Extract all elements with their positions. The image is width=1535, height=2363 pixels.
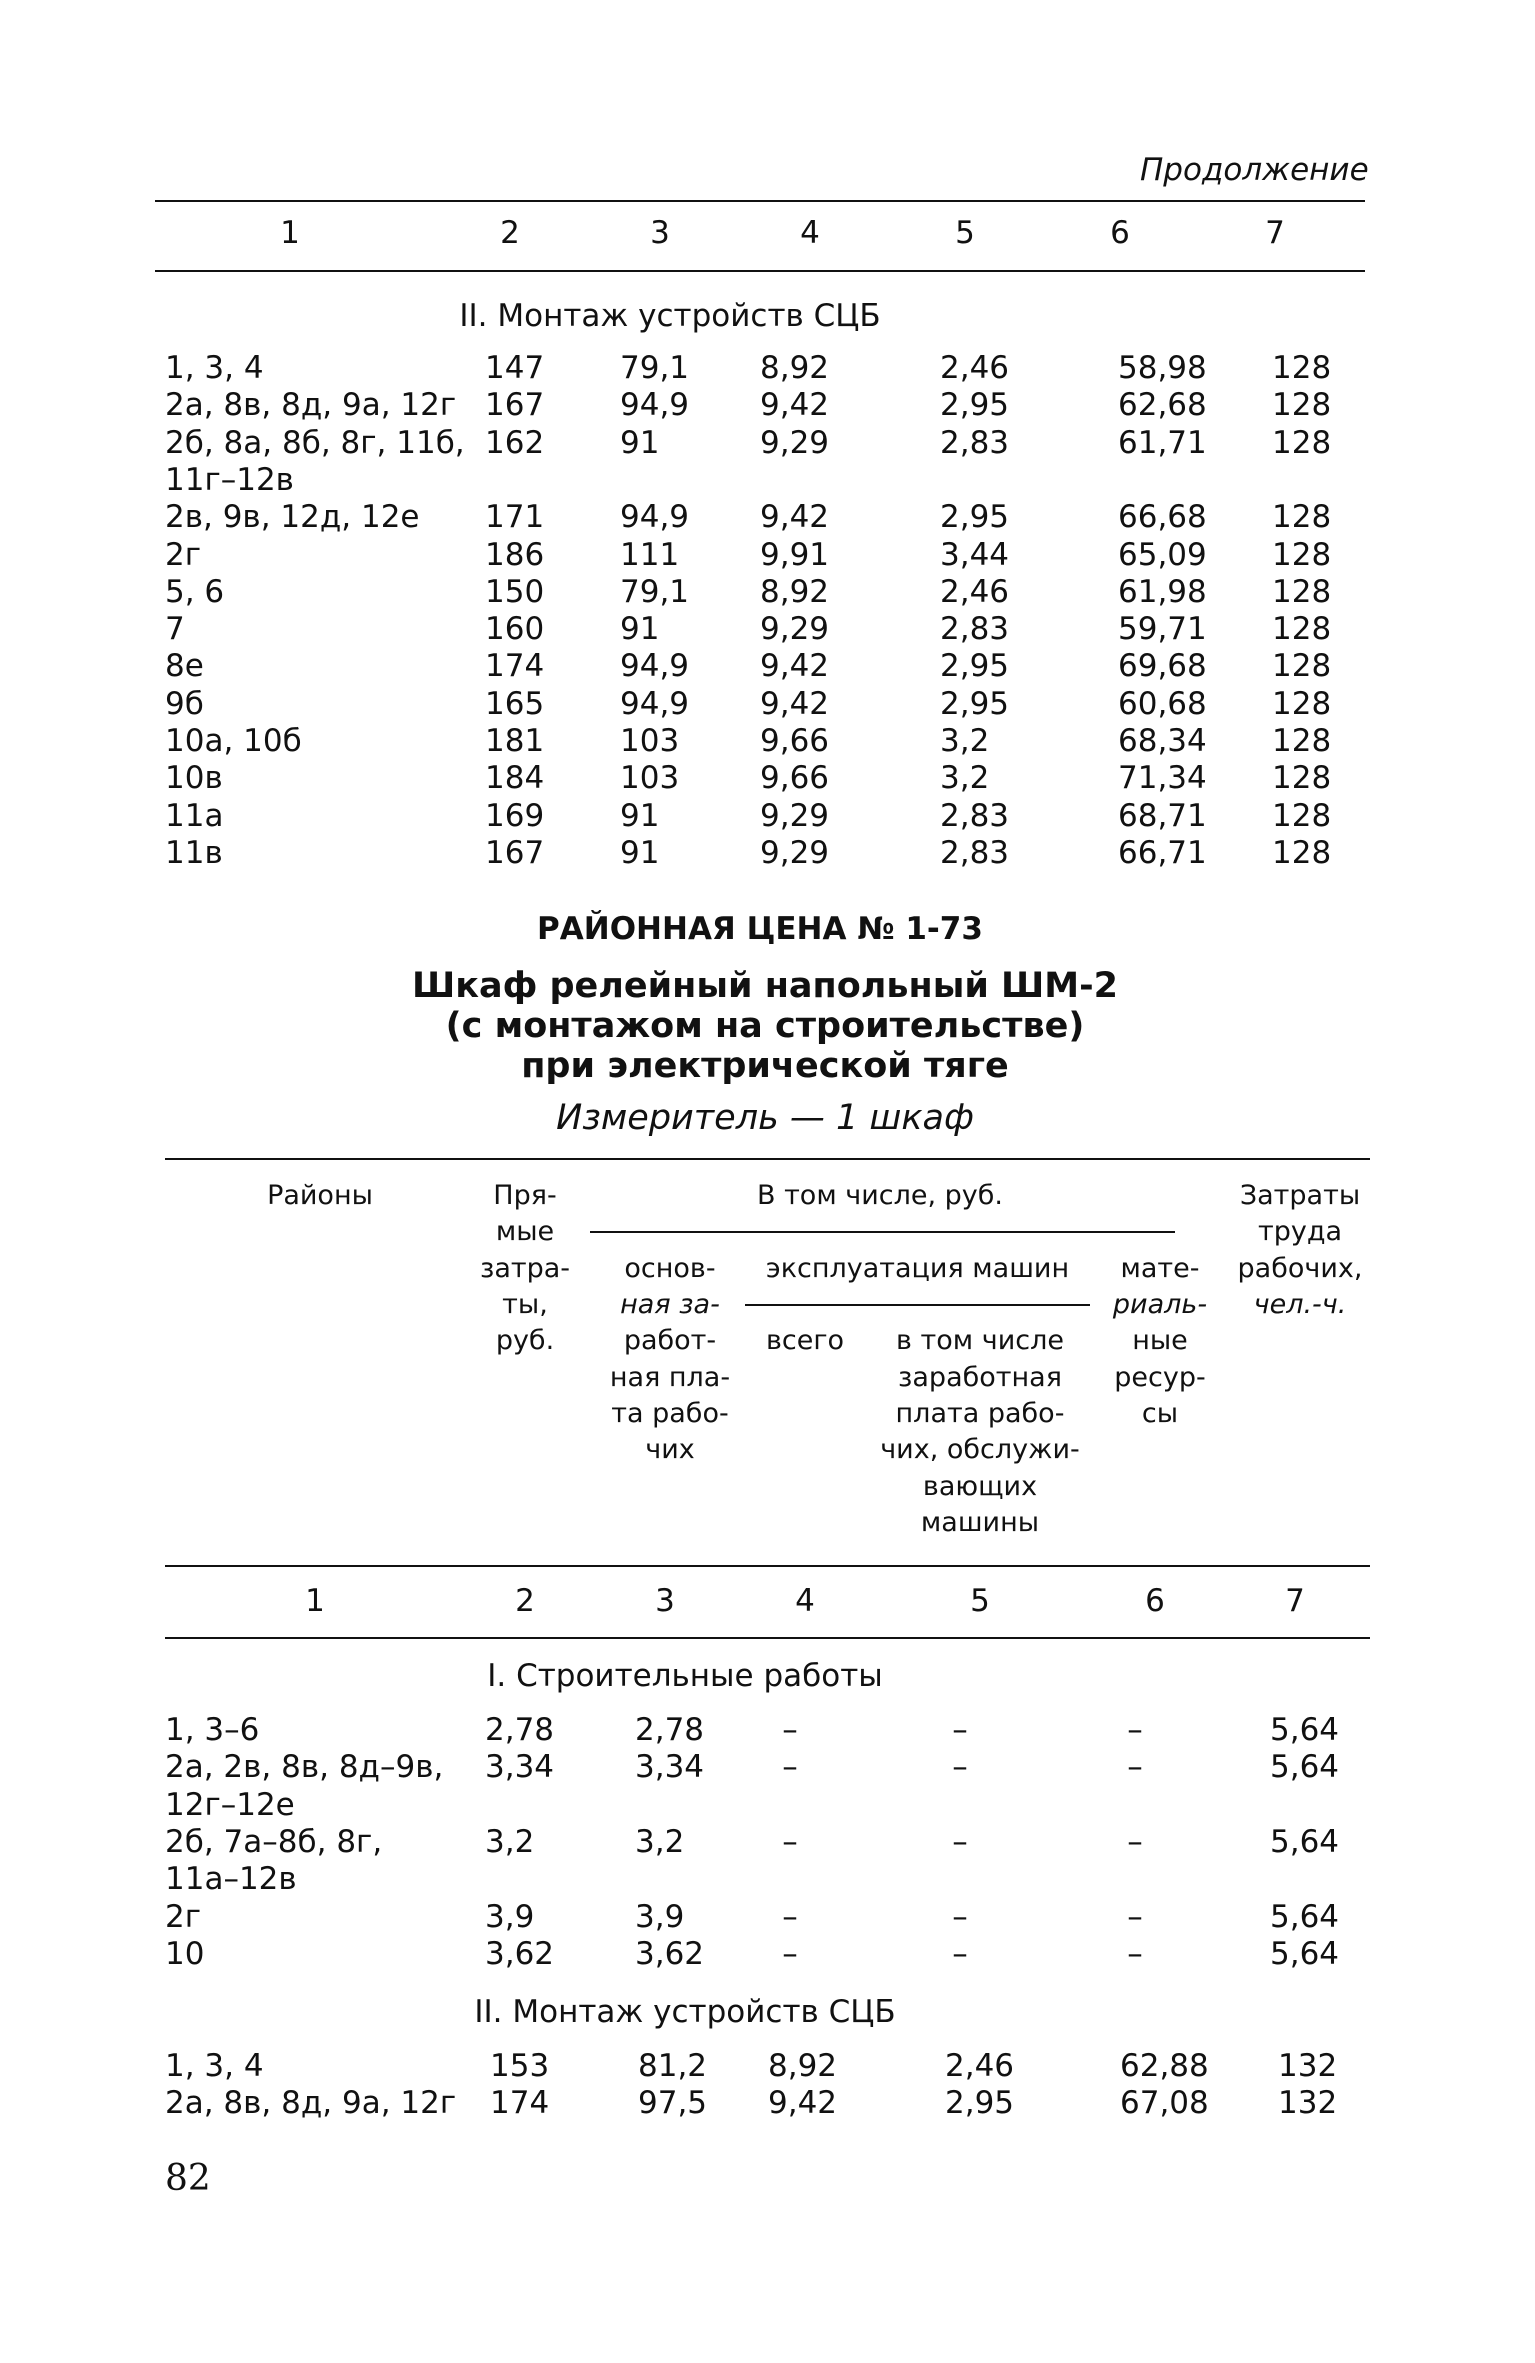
table-cell: 174 (490, 2085, 550, 2122)
table-cell: – (952, 1898, 968, 1935)
table-cell: 9,42 (760, 387, 830, 424)
header-line: руб. (495, 1325, 555, 1356)
table-cell: 81,2 (638, 2048, 708, 2084)
row-region: 2б, 8а, 8б, 8г, 11б, (165, 424, 465, 461)
table-cell: 9,42 (760, 685, 830, 722)
table-cell: 8,92 (768, 2048, 838, 2084)
col-num: 1 (305, 1583, 325, 1619)
table-cell: 61,71 (1118, 424, 1207, 461)
table-cell: 60,68 (1118, 685, 1207, 722)
table-cell: 162 (485, 424, 545, 461)
table-cell: – (782, 1712, 798, 1748)
table-cell: 2,95 (940, 499, 1010, 536)
table-cell: 128 (1272, 648, 1332, 685)
table-cell: 61,98 (1118, 573, 1207, 610)
row-region: 10а, 10б (165, 723, 302, 759)
table-cell: 128 (1272, 387, 1332, 424)
table-cell: 2,78 (635, 1712, 705, 1748)
col-num: 1 (280, 215, 300, 251)
col-num: 2 (515, 1583, 535, 1619)
table-cell: 71,34 (1118, 760, 1207, 797)
table-cell: 62,68 (1118, 387, 1207, 424)
table-cell: 3,34 (485, 1749, 555, 1786)
row-region: 10в (165, 760, 223, 797)
header-line: машины (920, 1507, 1040, 1538)
table-cell: 167 (485, 834, 545, 871)
table-cell: 103 (620, 723, 680, 759)
row-region: 2б, 7а–8б, 8г, (165, 1823, 383, 1860)
table-cell: – (952, 1749, 968, 1786)
table-cell: – (782, 1749, 798, 1786)
table-cell: 3,34 (635, 1749, 705, 1786)
header-line: чих, обслужи- (880, 1434, 1080, 1465)
row-region-continued: 11а–12в (165, 1861, 297, 1898)
table-cell: 3,44 (940, 536, 1010, 573)
table-cell: 2,78 (485, 1712, 555, 1748)
table-cell: 3,2 (485, 1823, 535, 1860)
header-including: В том числе, руб. (756, 1180, 1004, 1211)
table-cell: 68,34 (1118, 723, 1207, 759)
table-cell: 147 (485, 350, 545, 386)
table-cell: – (1127, 1712, 1143, 1748)
header-line: труда (1257, 1216, 1343, 1247)
section1-title: I. Строительные работы (487, 1658, 883, 1694)
table-cell: 9,42 (760, 648, 830, 685)
table-cell: 184 (485, 760, 545, 797)
header-line: мате- (1120, 1253, 1200, 1284)
table-cell: 9,42 (768, 2085, 838, 2122)
row-region: 2в, 9в, 12д, 12е (165, 499, 420, 536)
table-cell: 97,5 (638, 2085, 708, 2122)
table-cell: 5,64 (1270, 1749, 1340, 1786)
table-cell: 91 (620, 424, 660, 461)
header-total: всего (765, 1325, 845, 1356)
table-cell: – (782, 1823, 798, 1860)
row-region: 11а (165, 797, 224, 834)
table-cell: 128 (1272, 424, 1332, 461)
header-regions: Районы (267, 1180, 373, 1211)
table-cell: 9,66 (760, 760, 830, 797)
header-line: та рабо- (611, 1398, 729, 1429)
table-cell: 128 (1272, 350, 1332, 386)
col-num: 6 (1145, 1583, 1165, 1619)
table-cell: 171 (485, 499, 545, 536)
row-region: 2а, 8в, 8д, 9а, 12г (165, 2085, 457, 2122)
header-line: мые (495, 1216, 555, 1247)
row-region: 10 (165, 1935, 205, 1972)
col-num: 6 (1110, 215, 1130, 251)
table-cell: 174 (485, 648, 545, 685)
table-cell: 68,71 (1118, 797, 1207, 834)
table-cell: 181 (485, 723, 545, 759)
header-line: риаль- (1112, 1289, 1208, 1320)
table-cell: 59,71 (1118, 611, 1207, 648)
table-cell: 2,95 (940, 387, 1010, 424)
table-cell: 9,29 (760, 797, 830, 834)
table-cell: 9,29 (760, 611, 830, 648)
table-cell: 128 (1272, 611, 1332, 648)
header-line: Затраты (1239, 1180, 1361, 1211)
item-title-line-1: Шкаф релейный напольный ШМ-2 (411, 966, 1119, 1006)
table-cell: – (1127, 1935, 1143, 1972)
table-cell: 91 (620, 611, 660, 648)
header-line: основ- (624, 1253, 716, 1284)
table-cell: 5,64 (1270, 1898, 1340, 1935)
table-cell: 111 (620, 536, 680, 573)
table-cell: 103 (620, 760, 680, 797)
table-cell: 128 (1272, 723, 1332, 759)
item-title-line-2: (с монтажом на строительстве) (445, 1006, 1085, 1046)
row-region: 8е (165, 648, 204, 685)
table-cell: 132 (1278, 2085, 1338, 2122)
table-cell: 91 (620, 797, 660, 834)
table-cell: 5,64 (1270, 1935, 1340, 1972)
header-line: работ- (623, 1325, 717, 1356)
table-cell: 128 (1272, 760, 1332, 797)
table-cell: 3,62 (485, 1935, 555, 1972)
row-region-continued: 12г–12е (165, 1786, 295, 1823)
header-line: плата рабо- (895, 1398, 1065, 1429)
top-rule-2 (155, 270, 1365, 272)
header-line: затра- (479, 1253, 571, 1284)
top-rule (155, 200, 1365, 202)
row-region-continued: 11г–12в (165, 461, 294, 498)
bottom-rule-numbers-end (165, 1637, 1370, 1639)
table-cell: 5,64 (1270, 1712, 1340, 1748)
header-line: рабочих, (1237, 1253, 1363, 1284)
header-line: ная пла- (609, 1362, 731, 1393)
table-cell: 2,46 (945, 2048, 1015, 2084)
row-region: 7 (165, 611, 185, 648)
table-cell: 3,2 (635, 1823, 685, 1860)
row-region: 9б (165, 685, 204, 722)
table-cell: 9,42 (760, 499, 830, 536)
col-num: 2 (500, 215, 520, 251)
price-heading: РАЙОННАЯ ЦЕНА № 1-73 (537, 911, 983, 947)
table-cell: 79,1 (620, 573, 690, 610)
col-num: 4 (800, 215, 820, 251)
table-cell: 2,83 (940, 424, 1010, 461)
table-cell: 2,46 (940, 573, 1010, 610)
col-num: 7 (1285, 1583, 1305, 1619)
row-region: 1, 3, 4 (165, 350, 264, 386)
table-cell: 67,08 (1120, 2085, 1209, 2122)
header-line: вающих (922, 1471, 1038, 1502)
header-line: в том числе (896, 1325, 1064, 1356)
table-cell: 69,68 (1118, 648, 1207, 685)
table-cell: 58,98 (1118, 350, 1207, 386)
table-cell: 2,46 (940, 350, 1010, 386)
table-cell: 3,62 (635, 1935, 705, 1972)
col-num: 7 (1265, 215, 1285, 251)
table-cell: 2,95 (940, 685, 1010, 722)
section-title: II. Монтаж устройств СЦБ (459, 298, 881, 334)
header-rule-including (590, 1231, 1175, 1233)
continuation-label: Продолжение (1140, 152, 1369, 188)
header-line: чел.-ч. (1253, 1289, 1347, 1320)
table-cell: 9,66 (760, 723, 830, 759)
header-rule-machine (745, 1304, 1090, 1306)
table-cell: 94,9 (620, 387, 690, 424)
table-cell: 128 (1272, 834, 1332, 871)
table-cell: 94,9 (620, 499, 690, 536)
measure: Измеритель — 1 шкаф (556, 1098, 974, 1138)
table-cell: 2,83 (940, 834, 1010, 871)
table-cell: 132 (1278, 2048, 1338, 2084)
table-cell: 2,83 (940, 797, 1010, 834)
table-cell: 94,9 (620, 685, 690, 722)
table-cell: – (782, 1935, 798, 1972)
table-cell: 150 (485, 573, 545, 610)
table-cell: 128 (1272, 797, 1332, 834)
table-cell: – (782, 1898, 798, 1935)
row-region: 5, 6 (165, 573, 225, 610)
header-line: заработная (898, 1362, 1062, 1393)
item-title-line-3: при электрической тяге (521, 1046, 1009, 1086)
table-cell: 2,83 (940, 611, 1010, 648)
table-cell: 9,29 (760, 424, 830, 461)
table-cell: 3,9 (485, 1898, 535, 1935)
bottom-rule-header-end (165, 1565, 1370, 1567)
header-machine-ops: эксплуатация машин (765, 1253, 1070, 1284)
header-line: сы (1141, 1398, 1179, 1429)
table-cell: 62,88 (1120, 2048, 1209, 2084)
table-cell: – (1127, 1823, 1143, 1860)
table-cell: 186 (485, 536, 545, 573)
table-cell: 91 (620, 834, 660, 871)
table-cell: 2,95 (940, 648, 1010, 685)
table-cell: 94,9 (620, 648, 690, 685)
table-cell: 9,91 (760, 536, 830, 573)
row-region: 2а, 8в, 8д, 9а, 12г (165, 387, 457, 424)
col-num: 3 (655, 1583, 675, 1619)
table-cell: 160 (485, 611, 545, 648)
row-region: 11в (165, 834, 223, 871)
table-cell: 169 (485, 797, 545, 834)
row-region: 1, 3, 4 (165, 2048, 264, 2084)
table-cell: 128 (1272, 685, 1332, 722)
row-region: 2а, 2в, 8в, 8д–9в, (165, 1749, 444, 1786)
table-cell: 8,92 (760, 350, 830, 386)
col-num: 3 (650, 215, 670, 251)
header-line: ресур- (1114, 1362, 1206, 1393)
col-num: 5 (970, 1583, 990, 1619)
header-line: ная за- (620, 1289, 720, 1320)
col-num: 4 (795, 1583, 815, 1619)
bottom-rule-top (165, 1158, 1370, 1160)
header-line: чих (645, 1434, 695, 1465)
table-cell: 128 (1272, 573, 1332, 610)
table-cell: 3,2 (940, 723, 990, 759)
row-region: 1, 3–6 (165, 1712, 260, 1748)
table-cell: 153 (490, 2048, 550, 2084)
header-line: ные (1132, 1325, 1188, 1356)
row-region: 2г (165, 536, 202, 573)
table-cell: – (1127, 1898, 1143, 1935)
table-cell: 128 (1272, 499, 1332, 536)
table-cell: 65,09 (1118, 536, 1207, 573)
table-cell: 3,2 (940, 760, 990, 797)
table-cell: 167 (485, 387, 545, 424)
section2-title: II. Монтаж устройств СЦБ (474, 1994, 896, 2030)
table-cell: – (1127, 1749, 1143, 1786)
header-line: Пря- (493, 1180, 557, 1211)
table-cell: 165 (485, 685, 545, 722)
table-cell: – (952, 1823, 968, 1860)
table-cell: 3,9 (635, 1898, 685, 1935)
table-cell: 66,71 (1118, 834, 1207, 871)
page-number: 82 (165, 2158, 211, 2199)
row-region: 2г (165, 1898, 202, 1935)
table-cell: 9,29 (760, 834, 830, 871)
table-cell: 66,68 (1118, 499, 1207, 536)
table-cell: 79,1 (620, 350, 690, 386)
table-cell: 5,64 (1270, 1823, 1340, 1860)
table-cell: 2,95 (945, 2085, 1015, 2122)
table-cell: – (952, 1712, 968, 1748)
table-cell: – (952, 1935, 968, 1972)
col-num: 5 (955, 215, 975, 251)
table-cell: 8,92 (760, 573, 830, 610)
header-line: ты, (502, 1289, 548, 1320)
table-cell: 128 (1272, 536, 1332, 573)
